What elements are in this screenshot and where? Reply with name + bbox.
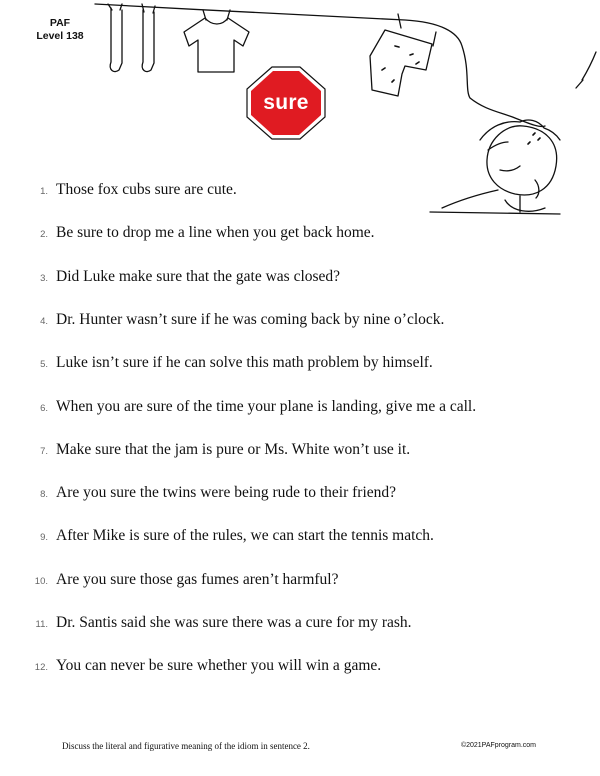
sentence-item [0,657,600,681]
sentence-number: 8. [40,489,48,501]
sentence-item [0,614,600,638]
shorts-icon [370,14,436,96]
sentence-text: Did Luke make sure that the gate was closed? [56,267,341,285]
sentence-item [0,527,600,551]
sentence-number: 9. [40,532,48,544]
sentence-item [0,484,600,508]
level-number: Level 138 [36,30,84,42]
sentence-text: You can never be sure whether you will win a game. [56,657,382,675]
sentence-item [0,441,600,465]
sentence-number: 2. [40,229,48,241]
sentence-text: Those fox cubs sure are cute. [56,181,237,198]
sentence-text: Luke isn’t sure if he can solve this math problem by himself. [56,354,433,372]
sentence-text: Are you sure the twins were being rude to their friend? [56,484,397,502]
stop-sign-word: sure [263,91,309,114]
socks-icon [108,4,155,72]
sentence-item [0,268,600,292]
sentence-text: Dr. Hunter wasn’t sure if he was coming back by nine o’clock. [56,310,445,328]
sentence-text: Are you sure those gas fumes aren’t harmful? [56,570,339,588]
sentence-number: 5. [40,359,48,371]
sentence-text: Be sure to drop me a line when you get back home. [56,224,375,242]
sentence-text: Make sure that the jam is pure or Ms. White won’t use it. [56,440,411,458]
sentence-item [0,311,600,335]
sentence-item [0,354,600,378]
sentence-number: 3. [40,272,48,284]
sentence-text: After Mike is sure of the rules, we can start the tennis match. [56,527,434,545]
sentence-item [0,224,600,248]
sentence-text: When you are sure of the time your plane is landing, give me a call. [56,397,477,415]
sentence-number: 4. [40,315,48,327]
sentence-text: Dr. Santis said she was sure there was a cure for my rash. [56,614,412,631]
sentence-number: 7. [40,445,48,457]
sentence-number: 6. [40,402,48,414]
shirt-icon [184,10,249,72]
sentence-number: 11. [35,619,48,630]
sentence-item [0,398,600,422]
sentence-item [0,181,600,205]
footer-instruction: Discuss the literal and figurative meaning of the idiom in sentence 2. [62,741,310,751]
copyright-notice: ©2021PAFprogram.com [460,742,536,749]
program-name: PAF [49,17,71,29]
sentence-item [0,571,600,595]
sentence-number: 1. [40,186,48,197]
sentence-number: 12. [34,662,48,674]
sentence-number: 10. [34,575,48,587]
